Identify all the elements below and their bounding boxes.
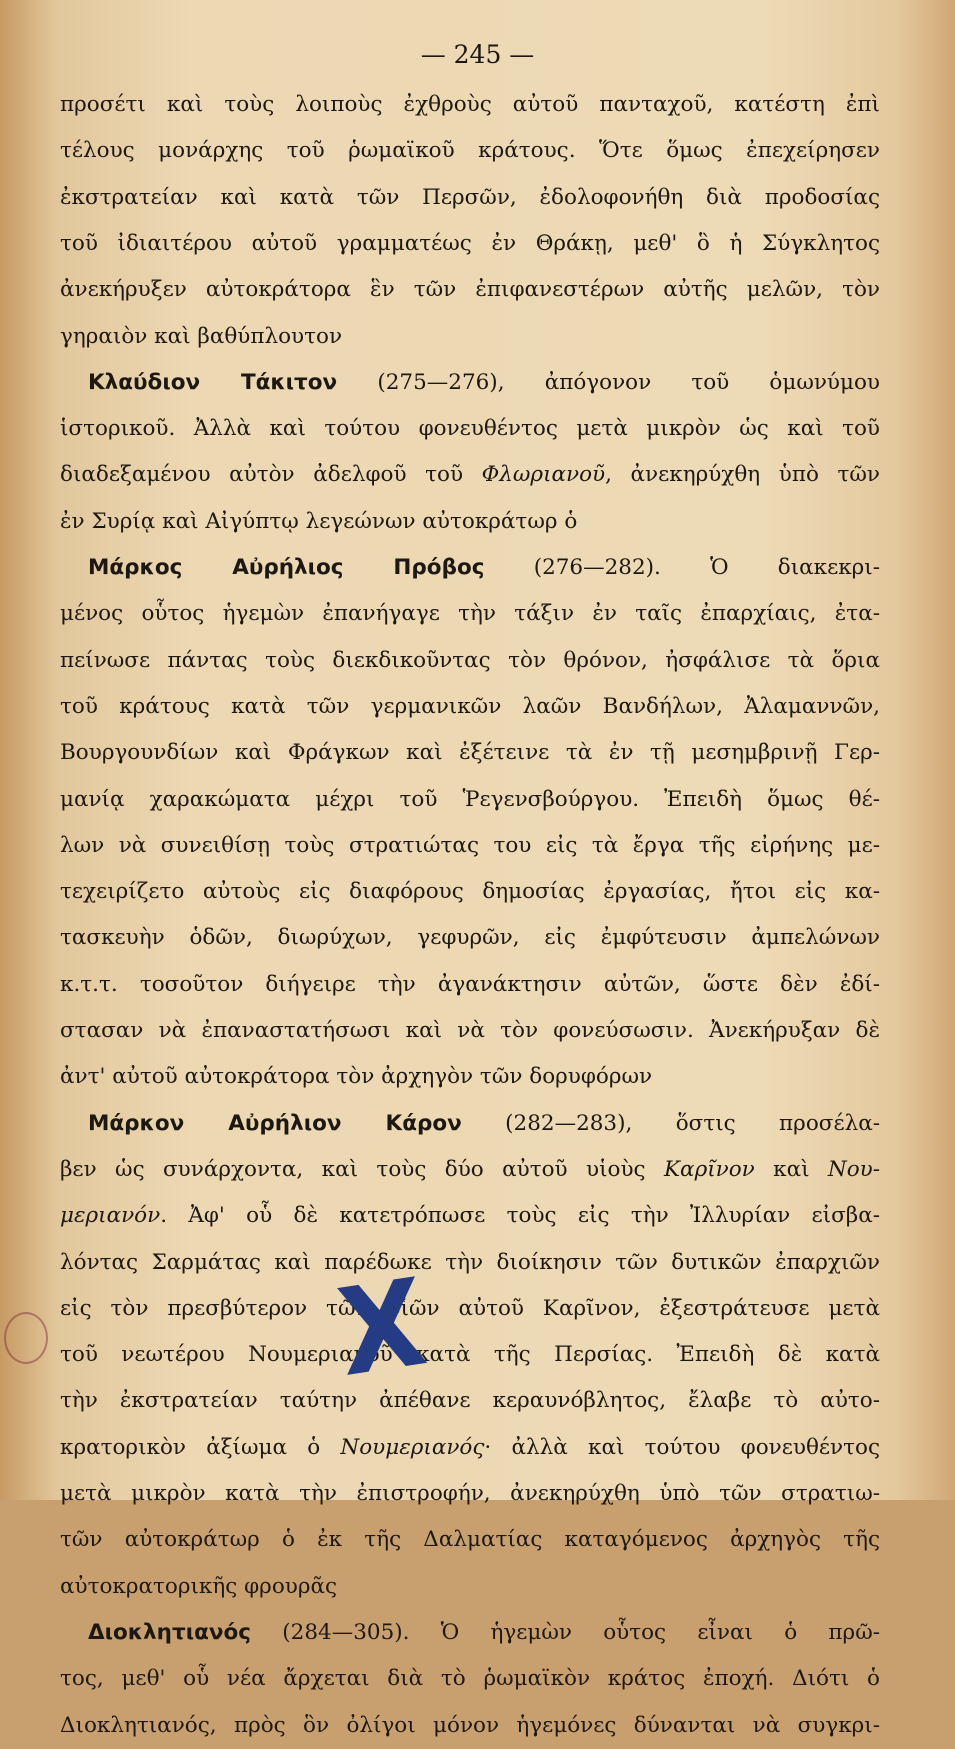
text-line bbox=[60, 1425, 880, 1471]
text-line bbox=[60, 1656, 880, 1702]
text-span: μανίᾳ χαρακώματα μέχρι τοῦ Ῥεγενσβούργου. Ἐπειδὴ ὅμως θέ- bbox=[60, 786, 880, 812]
text-span: ἀντ' αὐτοῦ αὐτοκράτορα τὸν ἀρχηγὸν τῶν δορυφόρων bbox=[60, 1064, 653, 1090]
text-line bbox=[60, 684, 880, 730]
text-line bbox=[60, 82, 880, 128]
text-span: καὶ bbox=[754, 1156, 828, 1182]
blue-pencil-x-mark: X bbox=[330, 1252, 434, 1404]
text-span: τοῦ ἰδιαιτέρου αὐτοῦ γραμματέως ἐν Θράκῃ, μεθ' ὃ ἡ Σύγκλητος bbox=[60, 230, 880, 256]
text-span: τῶν αὐτοκράτωρ ὁ ἐκ τῆς Δαλματίας καταγόμενος ἀρχηγὸς τῆς bbox=[60, 1527, 880, 1553]
text-span: πείνωσε πάντας τοὺς διεκδικοῦντας τὸν θρόνον, ἠσφάλισε τὰ ὅρια bbox=[60, 647, 880, 673]
italic-name: Φλωριανοῦ bbox=[481, 462, 606, 488]
page-number: — 245 — bbox=[420, 40, 535, 69]
text-line bbox=[60, 962, 880, 1008]
text-line bbox=[60, 406, 880, 452]
text-span: στασαν νὰ ἐπαναστατήσωσι καὶ νὰ τὸν φονεύσωσιν. Ἀνεκήρυξαν δὲ bbox=[60, 1018, 880, 1043]
text-line bbox=[60, 730, 880, 776]
text-line bbox=[60, 638, 880, 684]
text-span: κρατορικὸν ἀξίωμα ὁ bbox=[60, 1434, 341, 1460]
library-stamp-edge bbox=[4, 1312, 48, 1364]
text-line bbox=[88, 545, 880, 591]
italic-name: Νου- bbox=[827, 1156, 881, 1182]
text-span: τεχειρίζετο αὐτοὺς εἰς διαφόρους δημοσίας ἐργασίας, ἤτοι εἰς κα- bbox=[60, 879, 880, 905]
text-span: (284—305). Ὁ ἡγεμὼν οὗτος εἶναι ὁ πρῶ- bbox=[251, 1619, 880, 1645]
text-span: ἐκστρατείαν καὶ κατὰ τῶν Περσῶν, ἐδολοφονήθη διὰ προδοσίας bbox=[60, 184, 880, 210]
text-span: τοῦ κράτους κατὰ τῶν γερμανικῶν λαῶν Βανδήλων, Ἀλαμαννῶν, bbox=[60, 693, 880, 719]
text-line bbox=[60, 314, 880, 360]
text-line bbox=[60, 777, 880, 823]
text-span: αὐτοκρατορικῆς φρουρᾶς bbox=[60, 1573, 338, 1599]
text-span: τὴν ἐκστρατείαν ταύτην ἀπέθανε κεραυνόβλητος, ἔλαβε τὸ αὐτο- bbox=[60, 1388, 880, 1414]
text-span: τος, μεθ' οὗ νέα ἄρχεται διὰ τὸ ῥωμαϊκὸν κράτος ἐποχή. Διότι ὁ bbox=[60, 1666, 880, 1692]
heading-name: Διοκλητιανός bbox=[88, 1619, 252, 1645]
text-span: διαδεξαμένου αὐτὸν ἀδελφοῦ τοῦ bbox=[60, 462, 482, 488]
text-line bbox=[60, 1378, 880, 1424]
text-span: . Ἀφ' οὗ δὲ κατετρόπωσε τοὺς εἰς τὴν Ἰλλυρίαν εἰσβα- bbox=[160, 1203, 880, 1229]
text-line bbox=[60, 1193, 880, 1239]
text-line bbox=[60, 221, 880, 267]
text-line bbox=[60, 267, 880, 313]
text-span: βεν ὡς συνάρχοντα, καὶ τοὺς δύο αὐτοῦ υἱοὺς bbox=[60, 1156, 664, 1182]
text-line bbox=[88, 1101, 880, 1147]
text-span: , ἀνεκηρύχθη ὑπὸ τῶν bbox=[605, 462, 880, 488]
text-line bbox=[60, 1564, 880, 1610]
text-span: εἰς τὸν πρεσβύτερον τῶν υἱῶν αὐτοῦ Καρῖνον, ἐξεστράτευσε μετὰ bbox=[60, 1295, 880, 1321]
heading-name: Μάρκος Αὐρήλιος Πρόβος bbox=[88, 555, 485, 580]
text-line bbox=[60, 1703, 880, 1749]
text-line bbox=[60, 499, 880, 545]
text-span: τοῦ νεωτέρου Νουμεριανοῦ κατὰ τῆς Περσίας. Ἐπειδὴ δὲ κατὰ bbox=[60, 1342, 880, 1368]
text-line bbox=[60, 591, 880, 637]
text-line bbox=[88, 360, 880, 406]
text-span: μετὰ μικρὸν κατὰ τὴν ἐπιστροφήν, ἀνεκηρύχθη ὑπὸ τῶν στρατιω- bbox=[60, 1481, 880, 1506]
text-span: (282—283), ὅστις προσέλα- bbox=[461, 1110, 880, 1136]
text-line bbox=[60, 128, 880, 174]
text-span: ἱστορικοῦ. Ἀλλὰ καὶ τούτου φονευθέντος μετὰ μικρὸν ὡς καὶ τοῦ bbox=[60, 416, 880, 442]
text-line bbox=[60, 1054, 880, 1100]
text-span: λων νὰ συνειθίσῃ τοὺς στρατιώτας του εἰς τὰ ἔργα τῆς εἰρήνης με- bbox=[60, 832, 880, 858]
text-span: Διοκλητιανός, πρὸς ὃν ὀλίγοι μόνον ἡγεμόνες δύνανται νὰ συγκρι- bbox=[60, 1712, 880, 1738]
text-span: Βουργουνδίων καὶ Φράγκων καὶ ἐξέτεινε τὰ ἐν τῇ μεσημβρινῇ Γερ- bbox=[60, 740, 880, 766]
text-line bbox=[60, 869, 880, 915]
text-span: γηραιὸν καὶ βαθύπλουτον bbox=[60, 323, 343, 349]
text-line bbox=[88, 1610, 880, 1656]
text-span: προσέτι καὶ τοὺς λοιποὺς ἐχθροὺς αὐτοῦ πανταχοῦ, κατέστη ἐπὶ bbox=[60, 92, 880, 117]
text-line bbox=[60, 1147, 880, 1193]
text-line bbox=[60, 1008, 880, 1054]
text-span: τέλους μονάρχης τοῦ ῥωμαϊκοῦ κράτους. Ὅτε ὅμως ἐπεχείρησεν bbox=[60, 138, 880, 164]
italic-name: μεριανόν bbox=[60, 1203, 161, 1229]
text-span: (276—282). Ὁ διακεκρι- bbox=[484, 555, 881, 580]
text-line bbox=[60, 1240, 880, 1286]
text-line bbox=[60, 915, 880, 961]
text-span: ἀνεκήρυξεν αὐτοκράτορα ἓν τῶν ἐπιφανεστέρων αὐτῆς μελῶν, τὸν bbox=[60, 277, 880, 303]
text-span: (275—276), ἀπόγονον τοῦ ὁμωνύμου bbox=[337, 369, 880, 395]
italic-name: Καρῖνον bbox=[663, 1156, 755, 1182]
text-line bbox=[60, 823, 880, 869]
text-line bbox=[60, 1517, 880, 1563]
text-span: μένος οὗτος ἡγεμὼν ἐπανήγαγε τὴν τάξιν ἐν ταῖς ἐπαρχίαις, ἐτα- bbox=[60, 601, 880, 627]
text-span: τασκευὴν ὁδῶν, διωρύχων, γεφυρῶν, εἰς ἐμφύτευσιν ἀμπελώνων bbox=[60, 925, 880, 951]
text-span: λόντας Σαρμάτας καὶ παρέδωκε τὴν διοίκησιν τῶν δυτικῶν ἐπαρχιῶν bbox=[60, 1249, 880, 1275]
text-span: κ.τ.τ. τοσοῦτον διήγειρε τὴν ἀγανάκτησιν αὐτῶν, ὥστε δὲν ἐδί- bbox=[60, 971, 880, 997]
text-line bbox=[60, 1332, 880, 1378]
heading-name: Μάρκον Αὐρήλιον Κάρον bbox=[88, 1110, 462, 1136]
text-line bbox=[60, 1286, 880, 1332]
text-line bbox=[60, 452, 880, 498]
heading-name: Κλαύδιον Τάκιτον bbox=[88, 369, 338, 395]
text-line bbox=[60, 175, 880, 221]
text-span: · ἀλλὰ καὶ τούτου φονευθέντος bbox=[484, 1434, 880, 1460]
text-span: ἐν Συρίᾳ καὶ Αἰγύπτῳ λεγεώνων αὐτοκράτωρ ὁ bbox=[60, 508, 578, 534]
italic-name: Νουμεριανός bbox=[340, 1434, 485, 1460]
text-line bbox=[60, 1471, 880, 1517]
